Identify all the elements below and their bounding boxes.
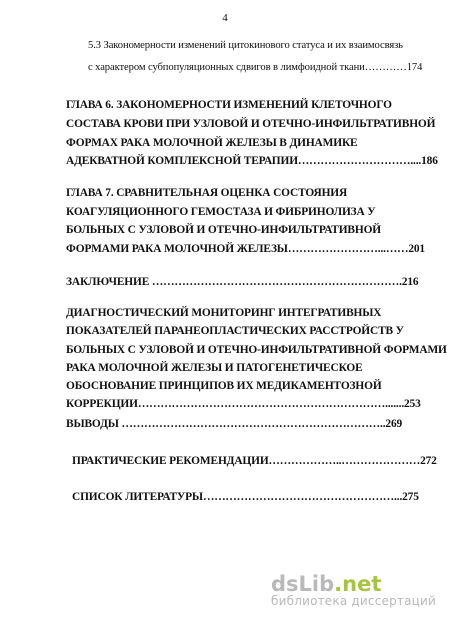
watermark-brand (271, 572, 436, 596)
toc-monitoring-line-6: КОРРЕКЦИИ………………………………………………………….......253 (66, 398, 421, 410)
toc-chapter-7-line-1: ГЛАВА 7. СРАВНИТЕЛЬНАЯ ОЦЕНКА СОСТОЯНИЯ (66, 187, 348, 199)
toc-references: СПИСОК ЛИТЕРАТУРЫ……………………………………………...275 (72, 491, 419, 503)
toc-monitoring-line-3: БОЛЬНЫХ С УЗЛОВОЙ И ОТЕЧНО-ИНФИЛЬТРАТИВНОЙ ФОРМАМИ (66, 344, 447, 356)
toc-conclusions: ВЫВОДЫ ……………………………………………………………..269 (66, 418, 403, 430)
toc-chapter-6-line-1: ГЛАВА 6. ЗАКОНОМЕРНОСТИ ИЗМЕНЕНИЙ КЛЕТОЧНОГО (66, 99, 392, 111)
page-number: 4 (222, 12, 228, 24)
toc-chapter-6-line-2: СОСТАВА КРОВИ ПРИ УЗЛОВОЙ И ОТЕЧНО-ИНФИЛЬТРАТИВНОЙ (66, 118, 436, 130)
toc-recommendations: ПРАКТИЧЕСКИЕ РЕКОМЕНДАЦИИ………………..…………………272 (72, 455, 437, 467)
watermark-brand-main: dsLib (271, 572, 335, 596)
toc-chapter-6-line-4: АДЕКВАТНОЙ КОМПЛЕКСНОЙ ТЕРАПИИ…………………………....186 (66, 155, 438, 167)
watermark-brand-tld: .net (334, 572, 382, 596)
toc-subsection-5-3-line-1: 5.3 Закономерности изменений цитокинового статуса и их взаимосвязь (88, 40, 403, 51)
toc-chapter-7-line-3: БОЛЬНЫХ С УЗЛОВОЙ И ОТЕЧНО-ИНФИЛЬТРАТИВНОЙ (66, 224, 382, 236)
watermark-logo (271, 572, 436, 608)
toc-chapter-6-line-3: ФОРМАХ РАКА МОЛОЧНОЙ ЖЕЛЕЗЫ В ДИНАМИКЕ (66, 137, 358, 149)
toc-chapter-7-line-2: КОАГУЛЯЦИОННОГО ГЕМОСТАЗА И ФИБРИНОЛИЗА У (66, 206, 376, 218)
toc-monitoring-line-2: ПОКАЗАТЕЛЕЙ ПАРАНЕОПЛАСТИЧЕСКИХ РАССТРОЙСТВ У (66, 325, 404, 337)
toc-conclusion: ЗАКЛЮЧЕНИЕ ………………………………………………………….216 (66, 276, 419, 288)
toc-monitoring-line-5: ОБОСНОВАНИЕ ПРИНЦИПОВ ИХ МЕДИКАМЕНТОЗНОЙ (66, 380, 382, 392)
toc-monitoring-line-1: ДИАГНОСТИЧЕСКИЙ МОНИТОРИНГ ИНТЕГРАТИВНЫХ (66, 307, 382, 319)
toc-subsection-5-3-line-2: с характером субпопуляционных сдвигов в лимфоидной ткани…………174 (88, 62, 423, 73)
toc-chapter-7-line-4: ФОРМАМИ РАКА МОЛОЧНОЙ ЖЕЛЕЗЫ……………………...……201 (66, 243, 425, 255)
watermark-tagline: библиотека диссертаций (271, 594, 436, 608)
toc-monitoring-line-4: РАКА МОЛОЧНОЙ ЖЕЛЕЗЫ И ПАТОГЕНЕТИЧЕСКОЕ (66, 362, 363, 374)
